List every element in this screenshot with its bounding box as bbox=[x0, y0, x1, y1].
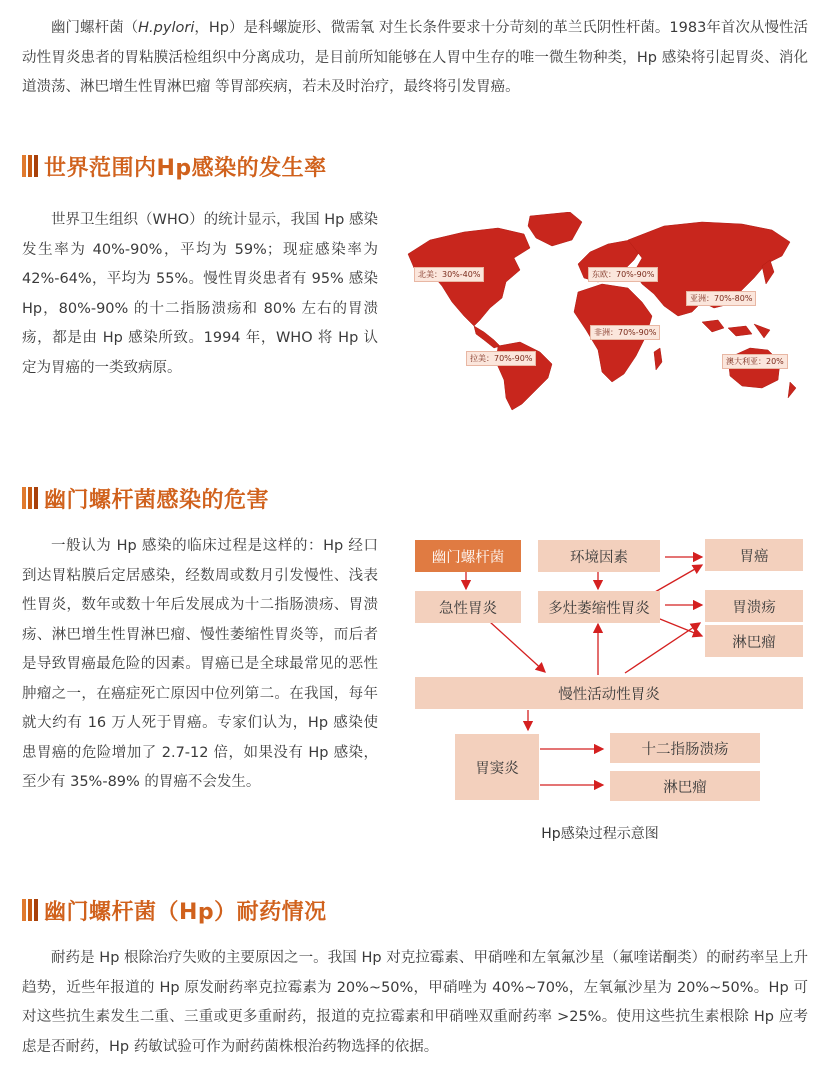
intro-suffix: ，Hp）是科螺旋形、微需氧 对生长条件要求十分苛刻的革兰氏阴性杆菌。1983年首次从慢性活动性胃炎患者的胃粘膜活检组织中分离成功，是目前所知能够在人胃中生存的唯一微生物种类，Hp 感染将引起胃炎、消化道溃荡、淋巴增生性胃淋巴瘤 等胃部疾病，若未及时治疗，最终将引发胃癌。 bbox=[22, 20, 808, 95]
section2-title: 幽门螺杆菌感染的危害 bbox=[44, 487, 270, 513]
section3-heading bbox=[22, 894, 327, 926]
section3-title: 幽门螺杆菌（Hp）耐药情况 bbox=[44, 899, 327, 925]
map-label-north-america: 北美：30%-40% bbox=[414, 267, 484, 282]
section1-title: 世界范围内Hp感染的发生率 bbox=[44, 155, 327, 181]
map-label-latin-america: 拉美：70%-90% bbox=[466, 351, 536, 366]
intro-prefix: 幽门螺杆菌（ bbox=[51, 20, 139, 36]
flow-box-gastric-cancer: 胃癌 bbox=[705, 539, 803, 571]
flow-box-acute-gastritis: 急性胃炎 bbox=[415, 591, 521, 623]
map-label-africa: 非洲：70%-90% bbox=[590, 325, 660, 340]
flowchart-caption: Hp感染过程示意图 bbox=[541, 826, 659, 842]
flow-box-gastric-ulcer: 胃溃疡 bbox=[705, 590, 803, 622]
flow-box-chronic-gastritis: 慢性活动性胃炎 bbox=[415, 677, 803, 709]
flow-box-lymphoma-2: 淋巴瘤 bbox=[610, 771, 760, 801]
map-label-asia: 亚洲：70%-80% bbox=[686, 291, 756, 306]
flow-box-atrophic-gastritis: 多灶萎缩性胃炎 bbox=[538, 591, 660, 623]
heading-bars-icon bbox=[22, 899, 38, 921]
map-label-australia: 澳大利亚：20% bbox=[722, 354, 788, 369]
flow-box-antral-gastritis: 胃窦炎 bbox=[455, 734, 539, 800]
intro-latin-name: H.pylori bbox=[138, 20, 195, 36]
section3-paragraph: 耐药是 Hp 根除治疗失败的主要原因之一。我国 Hp 对克拉霉素、甲硝唑和左氧氟沙星（氟喹诺酮类）的耐药率呈上升趋势，近些年报道的 Hp 原发耐药率克拉霉素为 20%~50%，甲硝唑为 40%~70%，左氧氟沙星为 20%~50%。Hp 可对这些抗生素发生二重、三重或更多重耐药，报道的克拉霉素和甲硝唑双重耐药率 >25%。使用这些抗生素根除 Hp 应考虑是否耐药，Hp 药敏试验可作为耐药菌株根治药物选择的依据。 bbox=[22, 950, 808, 1055]
section1-paragraph: 世界卫生组织（WHO）的统计显示，我国 Hp 感染发生率为 40%-90%，平均为 59%；现症感染率为 42%-64%，平均为 55%。慢性胃炎患者有 95% 感染 Hp，80%-90% 的十二指肠溃疡和 80% 左右的胃溃疡，都是由 Hp 感染所致。1994 年，WHO 将 Hp 认定为胃癌的一类致病原。 bbox=[22, 212, 378, 376]
section2-paragraph: 一般认为 Hp 感染的临床过程是这样的：Hp 经口到达胃粘膜后定居感染，经数周或数月引发慢性、浅表性胃炎，数年或数十年后发展成为十二指肠溃疡、胃溃疡、淋巴增生性胃淋巴瘤、慢性萎缩性胃炎等，而后者是导致胃癌最危险的因素。胃癌已是全球最常见的恶性肿瘤之一，在癌症死亡原因中位列第二。在我国，每年就大约有 16 万人死于胃癌。专家们认为，Hp 感染使患胃癌的危险增加了 2.7-12 倍，如果没有 Hp 感染，至少有 35%-89% 的胃癌不会发生。 bbox=[22, 538, 378, 790]
flow-box-lymphoma: 淋巴瘤 bbox=[705, 625, 803, 657]
flow-box-hp: 幽门螺杆菌 bbox=[415, 540, 521, 572]
flow-box-environment: 环境因素 bbox=[538, 540, 660, 572]
map-label-europe: 东欧：70%-90% bbox=[588, 267, 658, 282]
flow-box-duodenal-ulcer: 十二指肠溃疡 bbox=[610, 733, 760, 763]
